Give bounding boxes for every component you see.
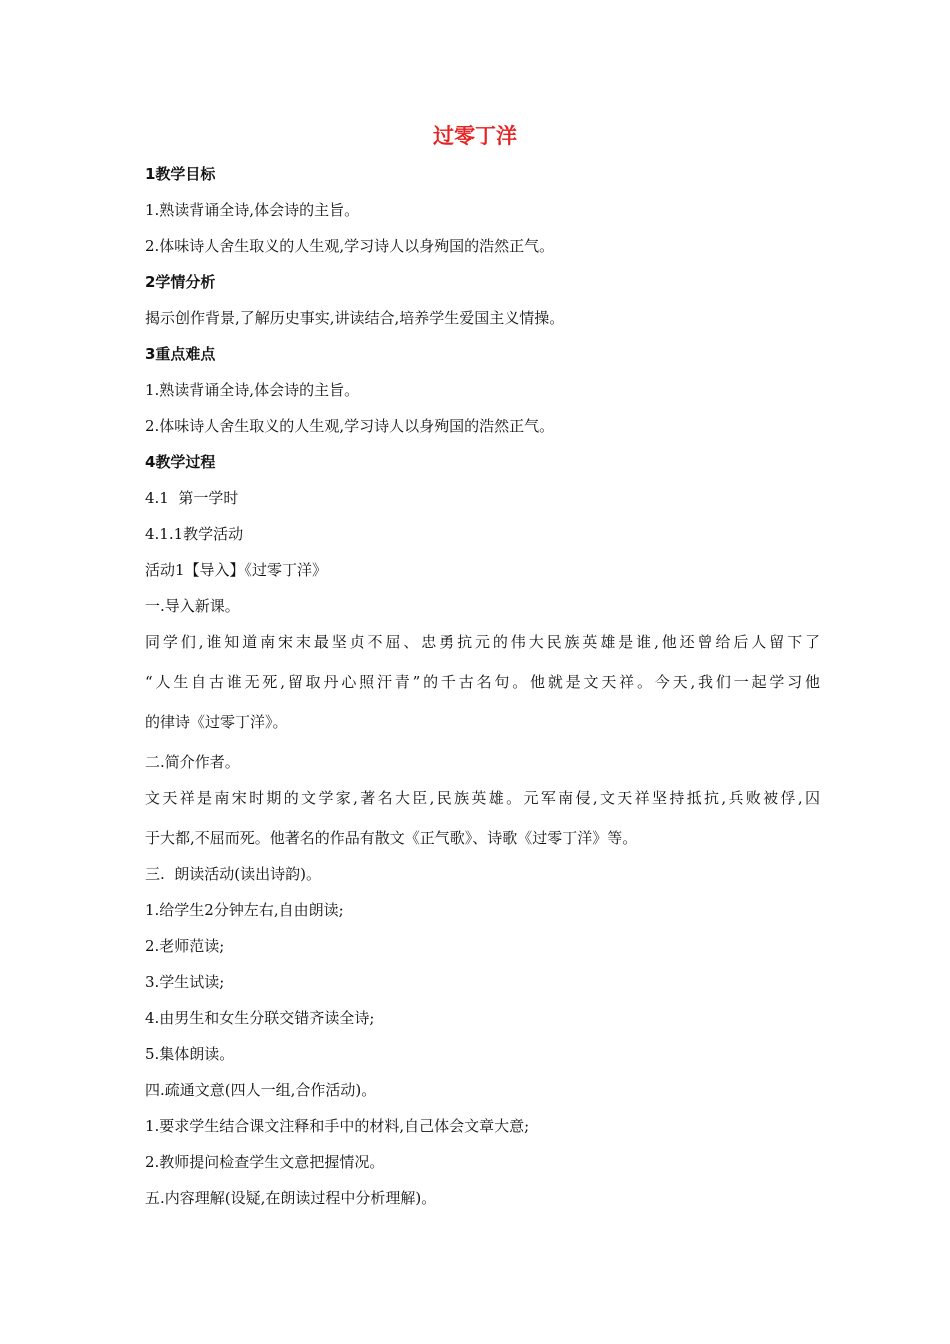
key-point-item: 1.熟读背诵全诗,体会诗的主旨。: [145, 381, 360, 399]
lesson-label: 4.1 第一学时: [145, 489, 239, 507]
reading-item: 2.老师范读;: [145, 937, 225, 955]
reading-item: 3.学生试读;: [145, 973, 225, 991]
meaning-heading: 四.疏通文意(四人一组,合作活动)。: [145, 1081, 377, 1099]
section-heading-analysis: 2学情分析: [145, 273, 216, 291]
paragraph-line: “人生自古谁无死,留取丹心照汗青”的千古名句。他就是文天祥。今天,我们一起学习他: [145, 673, 820, 691]
paragraph-line: 于大都,不屈而死。他著名的作品有散文《正气歌》、诗歌《过零丁洋》等。: [145, 829, 638, 847]
goal-item: 1.熟读背诵全诗,体会诗的主旨。: [145, 201, 360, 219]
paragraph-line: 同学们,谁知道南宋末最坚贞不屈、忠勇抗元的伟大民族英雄是谁,他还曾给后人留下了: [145, 633, 820, 651]
document-title: 过零丁洋: [433, 124, 517, 148]
activity-title: 活动1【导入】《过零丁洋》: [145, 561, 328, 579]
reading-item: 1.给学生2分钟左右,自由朗读;: [145, 901, 344, 919]
reading-heading: 三. 朗读活动(读出诗韵)。: [145, 865, 322, 883]
goal-item: 2.体味诗人舍生取义的人生观,学习诗人以身殉国的浩然正气。: [145, 237, 555, 255]
content-heading: 五.内容理解(设疑,在朗读过程中分析理解)。: [145, 1189, 437, 1207]
reading-item: 4.由男生和女生分联交错齐读全诗;: [145, 1009, 375, 1027]
activity-label: 4.1.1教学活动: [145, 525, 244, 543]
analysis-text: 揭示创作背景,了解历史事实,讲读结合,培养学生爱国主义情操。: [145, 309, 565, 327]
meaning-item: 1.要求学生结合课文注释和手中的材料,自己体会文章大意;: [145, 1117, 530, 1135]
author-heading: 二.简介作者。: [145, 753, 240, 771]
section-heading-key-points: 3重点难点: [145, 345, 216, 363]
reading-item: 5.集体朗读。: [145, 1045, 235, 1063]
key-point-item: 2.体味诗人舍生取义的人生观,学习诗人以身殉国的浩然正气。: [145, 417, 555, 435]
paragraph-line: 的律诗《过零丁洋》。: [145, 713, 288, 731]
intro-heading: 一.导入新课。: [145, 597, 240, 615]
section-heading-goals: 1教学目标: [145, 165, 216, 183]
meaning-item: 2.教师提问检查学生文意把握情况。: [145, 1153, 385, 1171]
section-heading-process: 4教学过程: [145, 453, 216, 471]
paragraph-line: 文天祥是南宋时期的文学家,著名大臣,民族英雄。元军南侵,文天祥坚持抵抗,兵败被俘,囚: [145, 789, 820, 807]
